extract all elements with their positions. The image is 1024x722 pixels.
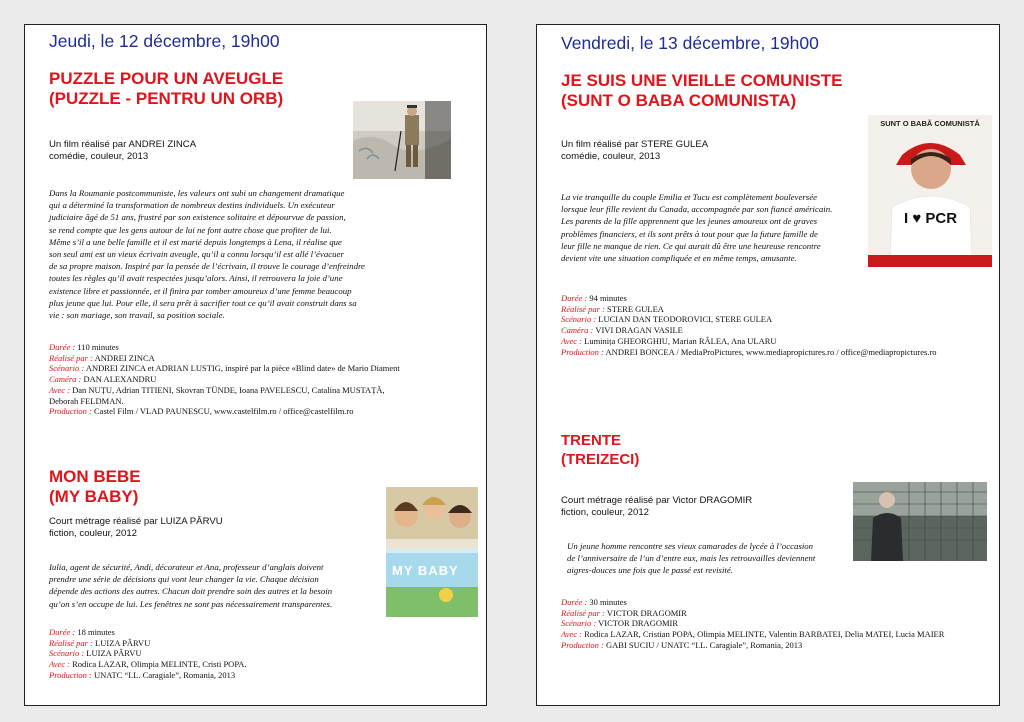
credit-row: Production : GABI SUCIU / UNATC “I.L. Caragiale”, Romania, 2013 <box>561 639 803 650</box>
film-poster-image <box>386 487 478 617</box>
film-credits <box>49 342 400 417</box>
film-synopsis: Iulia, agent de sécurité, Andi, décorateur et Ana, professeur d’anglais doivent prendre une série de décisions qui vont leur changer la vie. Chaque décision dépende des actions des autres. Chacun doit prendre soin des autres et la besoin qu’on s’en occupe de lui. Les fenêtres ne sont pas nécessairement transparentes. <box>49 562 333 609</box>
film-still-image <box>353 101 451 179</box>
credit-row: Avec : Luminița GHEORGHIU, Marian RÂLEA, Ana ULARU <box>561 335 777 346</box>
credit-row: Réalisé par : STERE GULEA <box>561 303 664 314</box>
credit-row: Scénario : VICTOR DRAGOMIR <box>561 618 679 629</box>
credit-row: Avec : Rodica LAZAR, Cristian POPA, Olimpia MELINTE, Valentin BARBATEI, Delia MATEI, Lucia MAIER <box>561 629 945 640</box>
film-still-image <box>853 482 987 561</box>
director-line: Court métrage réalisé par Victor DRAGOMIR <box>561 495 753 506</box>
film-credits <box>561 597 944 651</box>
right-page <box>536 24 1000 706</box>
credit-row: Avec : Dan NUȚU, Adrian TITIENI, Skovran TÜNDE, Ioana PAVELESCU, Catalina MUSTAȚĂ, <box>49 384 385 395</box>
credit-row: Caméra : VIVI DRAGAN VASILE <box>561 325 683 336</box>
poster-title: MY BABY <box>392 563 459 578</box>
poster-shirt-text: I ♥ PCR <box>904 210 958 227</box>
screening-date: Jeudi, le 12 décembre, 19h00 <box>49 31 280 51</box>
film-title: PUZZLE POUR UN AVEUGLE (PUZZLE - PENTRU UN ORB) <box>49 69 284 108</box>
film-synopsis: Un jeune homme rencontre ses vieux camarades de lycée à l’occasion de l’anniversaire de l’un d’entre eux, mais les retrouvailles deviennent aigres-douces une fois que le passé est revisité. <box>567 541 816 576</box>
poster-graphic <box>386 487 478 617</box>
credit-row: Durée : 94 minutes <box>561 293 627 303</box>
genre-line: fiction, couleur, 2012 <box>49 528 138 539</box>
film-still-graphic <box>853 482 987 561</box>
credit-row: Scénario : LUCIAN DAN TEODOROVICI, STERE GULEA <box>561 314 773 325</box>
poster-graphic <box>868 115 992 267</box>
director-line: Un film réalisé par STERE GULEA <box>561 139 709 150</box>
film-poster-image <box>868 115 992 267</box>
credit-row: Deborah FELDMAN. <box>49 395 124 406</box>
genre-line: fiction, couleur, 2012 <box>561 507 650 518</box>
credit-row: Avec : Rodica LAZAR, Olimpia MELINTE, Cristi POPA. <box>49 659 247 670</box>
film-still-graphic <box>353 101 451 179</box>
credit-row: Réalisé par : ANDREI ZINCA <box>49 352 155 363</box>
film-title: TRENTE (TREIZECI) <box>561 432 640 468</box>
credit-row: Réalisé par : VICTOR DRAGOMIR <box>561 607 687 618</box>
film-synopsis: Dans la Roumanie postcommuniste, les valeurs ont subi un changement dramatique qui a déterminé la transformation de nombreux destins individuels. Un exécuteur judiciaire âgé de 51 ans, frustré par son existence solitaire et dépourvue de passion, se rend compte que les gens autour de lui ne font autre chose que profiter de lui. Même s’il a une belle famille et il est marié depuis longtemps à Lena, il réalise que son seul ami est un vieux écrivain aveugle, qu’il a connu lorsqu’il est allé l’évacuer de sa propre maison. Inspiré par la pensée de l’écrivain, il trouve le courage d’enfreindre toutes les règles qu’il avait respectées jusqu’alors. Ainsi, il retrouvera la joie d’une existence libre et passionnée, et il finira par tomber amoureux d’une femme beaucoup plus jeune que lui. Pour elle, il sera prêt à sacrifier tout ce qu’il avait construit dans sa vie : son mariage, son travail, sa position sociale. <box>49 188 365 321</box>
poster-title: SUNT O BABĂ COMUNISTĂ <box>880 119 980 128</box>
director-line: Court métrage réalisé par LUIZA PÂRVU <box>49 516 223 527</box>
credit-row: Caméra : DAN ALEXANDRU <box>49 374 157 385</box>
film-title: MON BEBE (MY BABY) <box>49 467 141 506</box>
credit-row: Production : ANDREI BONCEA / MediaProPictures, www.mediapropictures.ro / office@mediapropictures.ro <box>561 346 937 357</box>
film-credits <box>49 627 247 681</box>
director-line: Un film réalisé par ANDREI ZINCA <box>49 139 197 150</box>
genre-line: comédie, couleur, 2013 <box>49 151 149 162</box>
credit-row: Durée : 18 minutes <box>49 627 115 637</box>
film-credits <box>561 293 937 357</box>
credit-row: Scénario : LUIZA PÂRVU <box>49 648 142 659</box>
credit-row: Production : UNATC “I.L. Caragiale”, Romania, 2013 <box>49 669 236 680</box>
genre-line: comédie, couleur, 2013 <box>561 151 661 162</box>
credit-row: Production : Castel Film / VLAD PAUNESCU, www.castelfilm.ro / office@castelfilm.ro <box>49 406 354 417</box>
left-page <box>24 24 487 706</box>
film-title: JE SUIS UNE VIEILLE COMUNISTE (SUNT O BABA COMUNISTA) <box>561 71 843 110</box>
film-synopsis: La vie tranquille du couple Emilia et Tucu est complètement bouleversée lorsque leur fille revient du Canada, accompagnée par son fiancé américain. Les parents de la fille apprennent que les jeunes amoureux ont de graves problèmes financiers, et ils sont prêts à tout pour que la future famille de leur fille ne manque de rien. Ce qui aurait dû être une heureuse rencontre devient vite une situation compliquée et en même temps, amusante. <box>561 192 833 264</box>
credit-row: Durée : 30 minutes <box>561 597 627 607</box>
credit-row: Durée : 110 minutes <box>49 342 119 352</box>
credit-row: Scénario : ANDREI ZINCA et ADRIAN LUSTIG, inspiré par la pièce «Blind date» de Mario Diament <box>49 363 400 374</box>
credit-row: Réalisé par : LUIZA PÂRVU <box>49 637 151 648</box>
screening-date: Vendredi, le 13 décembre, 19h00 <box>561 33 819 53</box>
